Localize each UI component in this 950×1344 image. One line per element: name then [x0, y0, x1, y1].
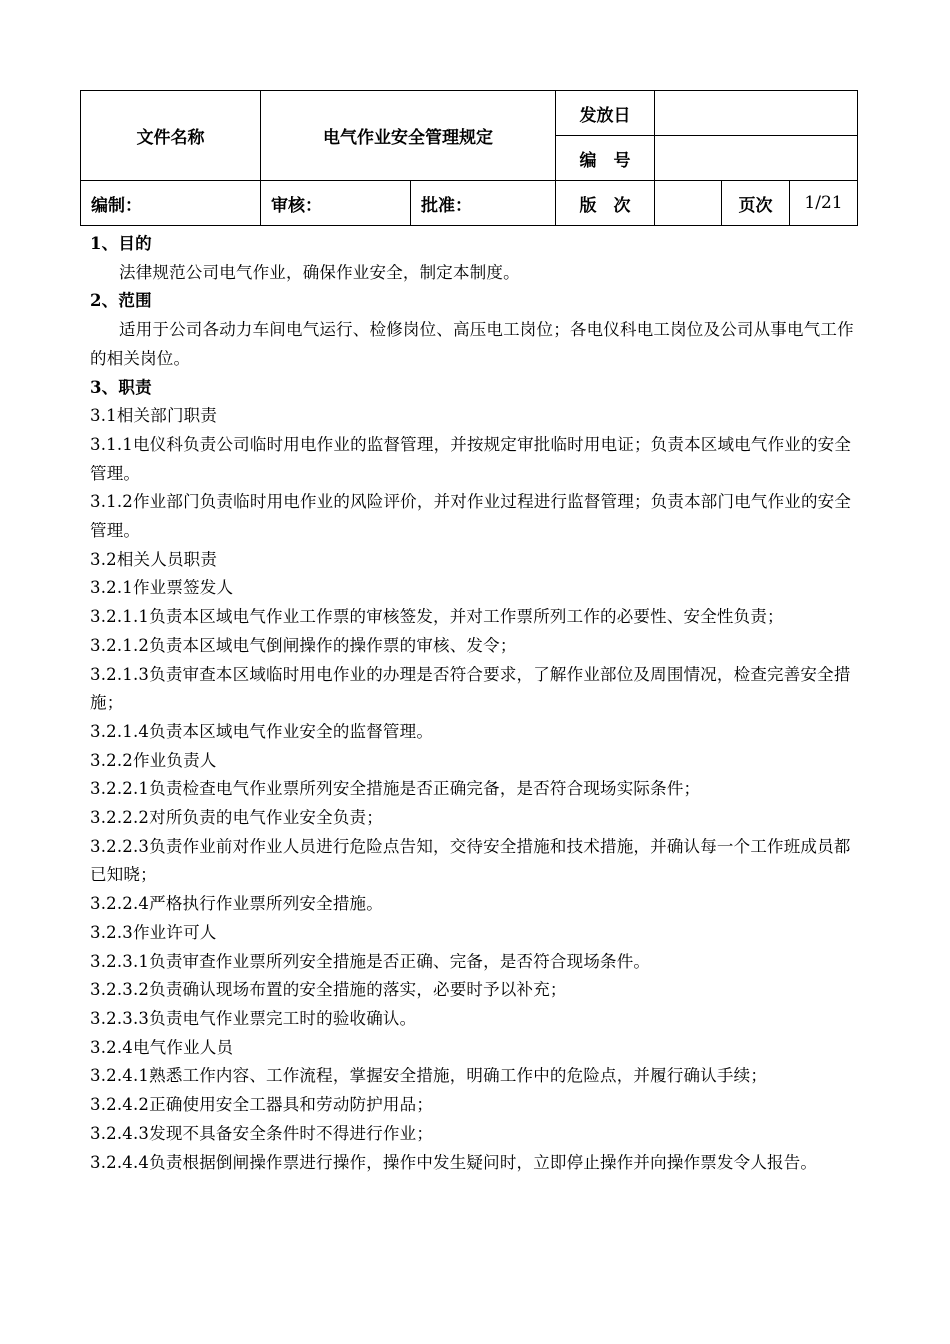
paragraph: 3.1相关部门职责 [90, 406, 218, 426]
paragraph: 3.2.4.3发现不具备安全条件时不得进行作业； [90, 1123, 434, 1143]
paragraph: 法律规范公司电气作业，确保作业安全，制定本制度。 [119, 262, 520, 282]
document-header-table [80, 90, 858, 226]
document-body [90, 230, 860, 1177]
paragraph: 3.2.3.2负责确认现场布置的安全措施的落实，必要时予以补充； [90, 980, 567, 1000]
paragraph: 3.2.3.1负责审查作业票所列安全措施是否正确、完备，是否符合现场条件。 [90, 951, 651, 971]
paragraph: 3.2.3作业许可人 [90, 922, 217, 942]
paragraph: 3.2.1.1负责本区域电气作业工作票的审核签发，并对工作票所列工作的必要性、安全性负责； [90, 607, 784, 627]
paragraph: 3.2.2.2对所负责的电气作业安全负责； [90, 808, 383, 828]
file-name-label: 文件名称 [81, 91, 261, 181]
page-number: 1/21 [790, 181, 858, 226]
version-value [655, 181, 722, 226]
section-heading: 3、职责 [90, 377, 152, 397]
paragraph: 适用于公司各动力车间电气运行、检修岗位、高压电工岗位；各电仪科电工岗位及公司从事电气工作的相关岗位。 [90, 320, 854, 368]
document-number-value [655, 136, 858, 181]
paragraph: 3.2.1.3负责审查本区域临时用电作业的办理是否符合要求，了解作业部位及周围情况，检查完善安全措施； [90, 664, 851, 713]
paragraph: 3.2.2作业负责人 [90, 750, 217, 770]
paragraph: 3.2.1作业票签发人 [90, 578, 234, 598]
paragraph: 3.2.4.4负责根据倒闸操作票进行操作，操作中发生疑问时，立即停止操作并向操作票发令人报告。 [90, 1152, 818, 1172]
section-heading: 2、范围 [90, 291, 152, 311]
paragraph: 3.2.1.2负责本区域电气倒闸操作的操作票的审核、发令； [90, 635, 517, 655]
paragraph: 3.2.1.4负责本区域电气作业安全的监督管理。 [90, 721, 434, 741]
paragraph: 3.2.3.3负责电气作业票完工时的验收确认。 [90, 1008, 417, 1028]
file-name-value: 电气作业安全管理规定 [261, 91, 556, 181]
paragraph: 3.2.2.4严格执行作业票所列安全措施。 [90, 894, 383, 914]
page-label: 页次 [722, 181, 790, 226]
reviewed-by-label: 审核： [261, 181, 411, 226]
paragraph: 3.2相关人员职责 [90, 549, 218, 569]
paragraph: 3.2.2.1负责检查电气作业票所列安全措施是否正确完备，是否符合现场实际条件； [90, 779, 701, 799]
document-number-label: 编 号 [556, 136, 655, 181]
paragraph: 3.2.4.1熟悉工作内容、工作流程，掌握安全措施，明确工作中的危险点，并履行确认手续； [90, 1066, 768, 1086]
paragraph: 3.1.1电仪科负责公司临时用电作业的监督管理，并按规定审批临时用电证；负责本区域电气作业的安全管理。 [90, 434, 852, 483]
approved-by-label: 批准： [411, 181, 556, 226]
issue-date-value [655, 91, 858, 136]
paragraph: 3.1.2作业部门负责临时用电作业的风险评价，并对作业过程进行监督管理；负责本部门电气作业的安全管理。 [90, 492, 852, 541]
paragraph: 3.2.2.3负责作业前对作业人员进行危险点告知，交待安全措施和技术措施，并确认每一个工作班成员都已知晓； [90, 836, 851, 885]
paragraph: 3.2.4电气作业人员 [90, 1037, 234, 1057]
section-heading: 1、目的 [90, 234, 152, 253]
compiled-by-label: 编制： [81, 181, 261, 226]
issue-date-label: 发放日 [556, 91, 655, 136]
paragraph: 3.2.4.2正确使用安全工器具和劳动防护用品； [90, 1095, 434, 1115]
version-label: 版 次 [556, 181, 655, 226]
